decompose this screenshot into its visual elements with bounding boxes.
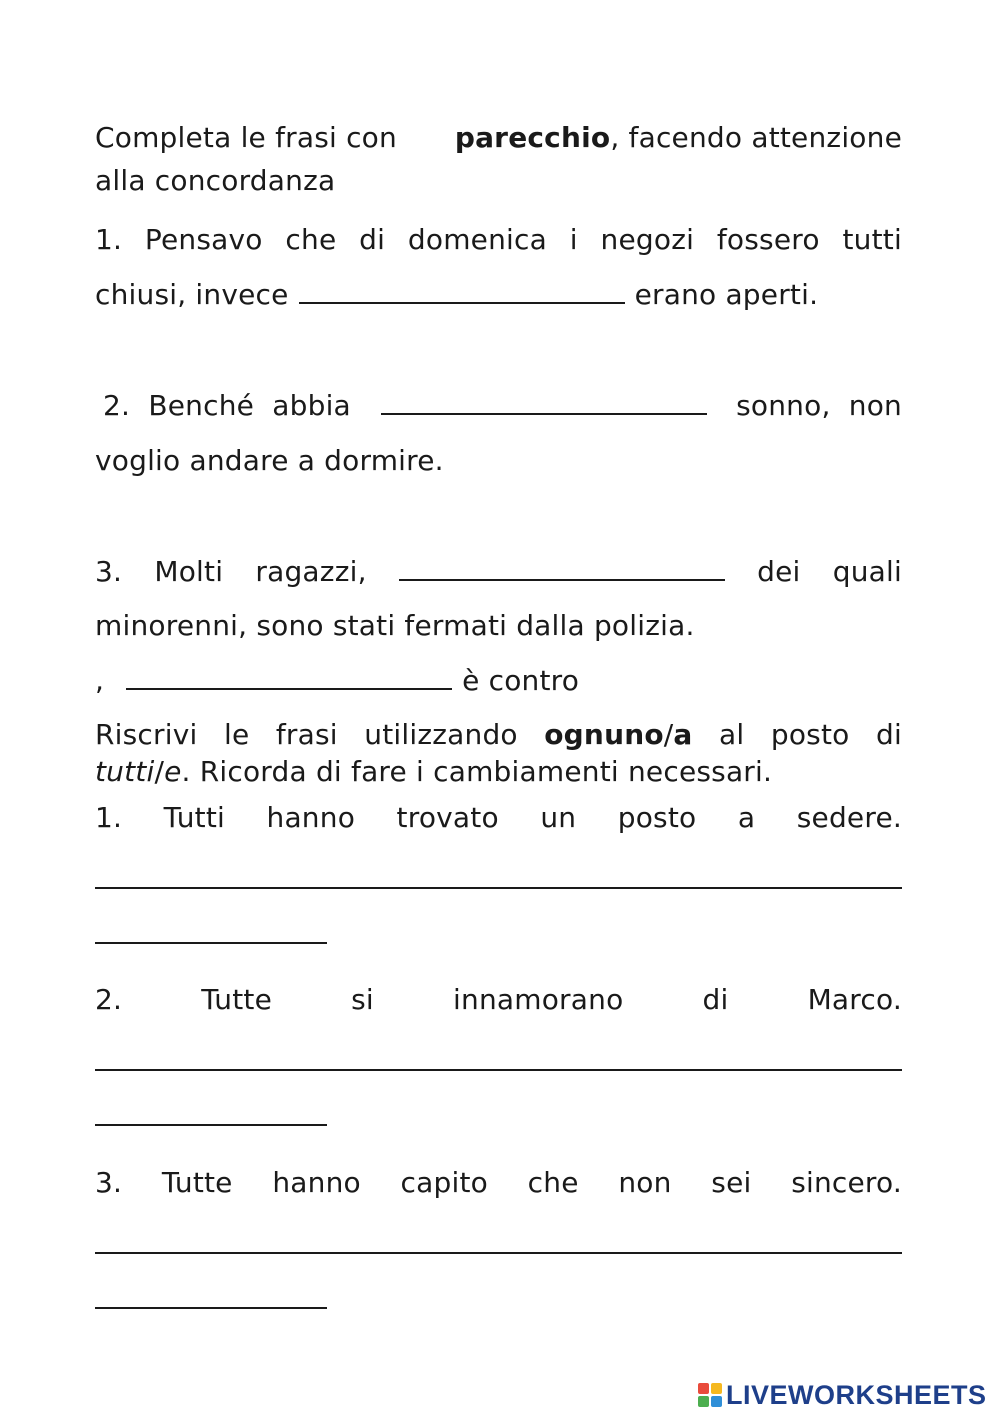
word: di xyxy=(702,983,729,1016)
answer-blank-2[interactable] xyxy=(381,385,707,415)
answer-line-3b[interactable] xyxy=(95,1307,327,1309)
word: quali xyxy=(832,555,902,588)
word: posto xyxy=(770,718,850,751)
exercise1-instruction-line1 xyxy=(95,118,902,158)
word: Riscrivi xyxy=(95,718,198,751)
word: di xyxy=(359,223,386,256)
word: Tutte xyxy=(201,983,273,1016)
word: hanno xyxy=(272,1166,361,1199)
word: 2. xyxy=(95,983,123,1016)
word: 1. xyxy=(95,801,123,834)
exercise2-item1-sentence xyxy=(95,798,902,838)
logo-square xyxy=(698,1383,709,1394)
word: domenica xyxy=(407,223,547,256)
slash: / xyxy=(663,718,674,751)
instruction-keyword: parecchio xyxy=(454,121,611,154)
liveworksheets-logo-icon xyxy=(698,1383,722,1407)
exercise1-item3-line2: minorenni, sono stati fermati dalla polizia. xyxy=(95,609,695,642)
exercise1-item1-line2 xyxy=(95,274,902,314)
exercise1-item3-line3 xyxy=(95,660,902,700)
instruction-text-pre: Completa le frasi con xyxy=(95,121,397,154)
instruction-text-post: , facendo attenzione xyxy=(610,121,902,154)
word: a xyxy=(737,801,756,834)
word: sei xyxy=(711,1166,752,1199)
logo-square xyxy=(698,1396,709,1407)
instruction-keyword: ognuno xyxy=(544,718,664,751)
word: le xyxy=(223,718,250,751)
word: ragazzi, xyxy=(255,555,367,588)
sentence-text: è contro xyxy=(462,664,580,697)
exercise1-item1-line1 xyxy=(95,220,902,260)
word: 3. xyxy=(95,555,123,588)
sentence-text: . Ricorda di fare i cambiamenti necessari. xyxy=(181,755,773,788)
exercise2-instruction-line2 xyxy=(95,752,902,792)
answer-blank-1[interactable] xyxy=(299,274,625,304)
answer-blank-3[interactable] xyxy=(399,551,725,581)
logo-square xyxy=(711,1396,722,1407)
word: Pensavo xyxy=(144,223,263,256)
word: trovato xyxy=(396,801,499,834)
answer-line-2b[interactable] xyxy=(95,1124,327,1126)
word: si xyxy=(351,983,374,1016)
word: frasi xyxy=(275,718,338,751)
instruction-keyword-group xyxy=(544,715,692,755)
logo-text: LIVEWORKSHEETS xyxy=(726,1379,987,1410)
exercise2-item3-sentence xyxy=(95,1163,902,1203)
sentence-text: chiusi, invece xyxy=(95,278,289,311)
exercise2-item2-sentence xyxy=(95,980,902,1020)
word: tutti xyxy=(842,223,902,256)
exercise2-instruction-line1 xyxy=(95,715,902,755)
word: hanno xyxy=(266,801,356,834)
sentence-text: sonno, non xyxy=(736,389,902,422)
word: posto xyxy=(617,801,697,834)
word: di xyxy=(875,718,902,751)
answer-line-3a[interactable] xyxy=(95,1252,902,1254)
word: 1. xyxy=(95,223,123,256)
answer-line-2a[interactable] xyxy=(95,1069,902,1071)
word: innamorano xyxy=(453,983,624,1016)
logo-square xyxy=(711,1383,722,1394)
word: che xyxy=(527,1166,579,1199)
sentence-text: , xyxy=(95,664,105,697)
sentence-text: 2. Benché abbia xyxy=(103,389,351,422)
word: fossero xyxy=(716,223,820,256)
italic-word: tutti xyxy=(95,755,155,788)
liveworksheets-logo xyxy=(698,1378,987,1412)
word: i xyxy=(569,223,578,256)
slash: / xyxy=(154,755,165,788)
exercise1-instruction-line2: alla concordanza xyxy=(95,164,336,197)
instruction-keyword: a xyxy=(673,718,693,751)
word: dei xyxy=(757,555,801,588)
word: Tutti xyxy=(163,801,225,834)
word: che xyxy=(285,223,337,256)
word: 3. xyxy=(95,1166,123,1199)
word: non xyxy=(618,1166,672,1199)
word: al xyxy=(719,718,745,751)
word: utilizzando xyxy=(364,718,518,751)
exercise1-item2-line1 xyxy=(95,385,902,425)
answer-blank-4[interactable] xyxy=(126,660,452,690)
word: negozi xyxy=(600,223,695,256)
word: sedere. xyxy=(796,801,902,834)
exercise1-item2-line2: voglio andare a dormire. xyxy=(95,444,444,477)
word: Tutte xyxy=(161,1166,233,1199)
word: Molti xyxy=(154,555,224,588)
exercise1-item3-line1 xyxy=(95,551,902,591)
sentence-text: erano aperti. xyxy=(634,278,819,311)
instruction-keyword-group xyxy=(455,118,902,158)
answer-line-1a[interactable] xyxy=(95,887,902,889)
answer-line-1b[interactable] xyxy=(95,942,327,944)
word: sincero. xyxy=(791,1166,902,1199)
word: capito xyxy=(400,1166,488,1199)
italic-word: e xyxy=(164,755,182,788)
word: Marco. xyxy=(807,983,902,1016)
word: un xyxy=(540,801,577,834)
